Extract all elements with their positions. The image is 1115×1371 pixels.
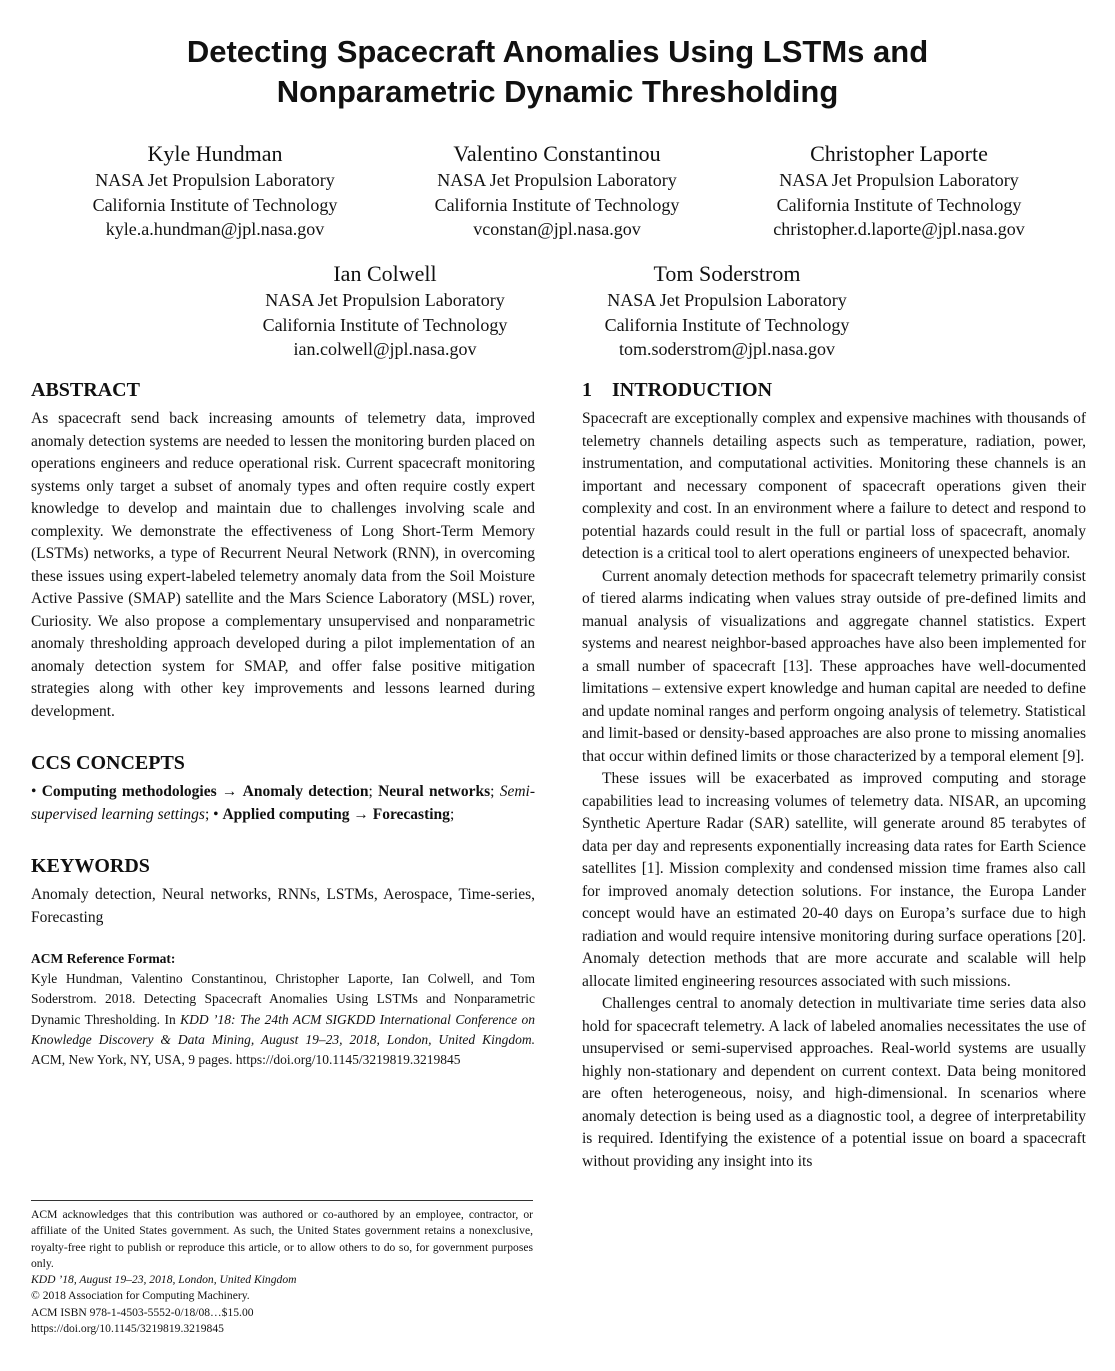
- author-email: vconstan@jpl.nasa.gov: [473, 219, 641, 239]
- reference-venue: KDD ’18: The 24th ACM SIGKDD International Conference on Knowledge Discovery & Data Mining, August 19–23, 2018, London, United Kingdom.: [31, 1011, 535, 1047]
- ccs-concept: Forecasting: [372, 805, 450, 823]
- footnote-isbn: ACM ISBN 978-1-4503-5552-0/18/08…$15.00: [31, 1305, 254, 1319]
- footnote-text: ACM acknowledges that this contribution was authored or co-authored by an employee, contractor, or affiliate of the United States government. As such, the United States government retains a nonexclusive, royalty-free right to publish or reproduce this article, or to allow others to do so, for government purposes only.: [31, 1208, 533, 1270]
- author-name: Valentino Constantinou: [453, 141, 661, 166]
- arrow: →: [349, 805, 373, 823]
- separator: ;: [368, 783, 379, 800]
- author-institution: California Institute of Technology: [434, 194, 680, 215]
- author-institution: California Institute of Technology: [262, 314, 508, 335]
- reference-part: Kyle Hundman, Valentino Constantinou, Christopher Laporte, Ian Colwell, and Tom Soderstrom. 2018. Detecting Spacecraft Anomalies Using LSTMs and Nonparametric Dynamic Thresholding. In: [31, 971, 535, 1027]
- author-name: Christopher Laporte: [810, 141, 988, 166]
- acm-reference-heading: ACM Reference Format:: [31, 951, 176, 966]
- author-email: tom.soderstrom@jpl.nasa.gov: [618, 339, 836, 359]
- author-org: NASA Jet Propulsion Laboratory: [437, 170, 677, 190]
- bullet: •: [31, 783, 42, 800]
- author-institution: California Institute of Technology: [776, 194, 1022, 215]
- intro-paragraph: Spacecraft are exceptionally complex and expensive machines with thousands of telemetry channels detailing aspects such as temperature, radiation, power, instrumentation, and computational activities. Monitoring these channels is an important and necessary component of spacecraft operations given their complexity and cost. In an environment where a failure to detect and respond to potential hazards could result in the full or partial loss of spacecraft, anomaly detection is a critical tool to alert operations engineers of unexpected behavior.: [582, 410, 1086, 562]
- introduction-heading: 1 INTRODUCTION: [582, 379, 773, 401]
- separator: ;: [490, 783, 500, 800]
- separator: ;: [204, 805, 214, 823]
- author-name: Ian Colwell: [333, 261, 437, 286]
- author-email: ian.colwell@jpl.nasa.gov: [293, 339, 477, 359]
- abstract-text: As spacecraft send back increasing amounts of telemetry data, improved anomaly detection systems are needed to lessen the monitoring burden placed on operations engineers and reduce operational risk. Current spacecraft monitoring systems only target a subset of anomaly types and often require costly expert knowledge to develop and maintain due to challenges involving scale and complexity. We demonstrate the effectiveness of Long Short-Term Memory (LSTMs) networks, a type of Recurrent Neural Network (RNN), in overcoming these issues using expert-labeled telemetry anomaly data from the Soil Moisture Active Passive (SMAP) satellite and the Mars Science Laboratory (MSL) rover, Curiosity. We also propose a complementary unsupervised and nonparametric anomaly thresholding approach developed during a pilot implementation of an anomaly detection system for SMAP, and offer false positive mitigation strategies along with other key improvements and lessons learned during development.: [31, 410, 535, 720]
- ccs-concept: Anomaly detection: [242, 783, 369, 800]
- author-email: kyle.a.hundman@jpl.nasa.gov: [105, 219, 325, 239]
- author-institution: California Institute of Technology: [92, 194, 338, 215]
- author-block: [220, 260, 550, 362]
- author-block: [562, 260, 892, 362]
- arrow: →: [216, 783, 243, 800]
- author-org: NASA Jet Propulsion Laboratory: [265, 290, 505, 310]
- keywords-heading: KEYWORDS: [31, 855, 150, 877]
- ccs-concept: Computing methodologies: [41, 783, 217, 800]
- title-line-1: Detecting Spacecraft Anomalies Using LSTMs and: [186, 34, 929, 69]
- bullet: •: [213, 805, 223, 823]
- copyright-footnote: [31, 1200, 533, 1337]
- footnote-doi: https://doi.org/10.1145/3219819.3219845: [31, 1322, 224, 1336]
- ccs-concept: Applied computing: [222, 805, 350, 823]
- abstract-heading: ABSTRACT: [31, 379, 140, 401]
- ccs-heading: CCS CONCEPTS: [31, 752, 185, 774]
- paper-title: [0, 32, 1115, 112]
- title-line-2: Nonparametric Dynamic Thresholding: [276, 74, 839, 109]
- author-org: NASA Jet Propulsion Laboratory: [607, 290, 847, 310]
- keywords-text: Anomaly detection, Neural networks, RNNs, LSTMs, Aerospace, Time-series, Forecasting: [31, 886, 535, 926]
- intro-paragraph: These issues will be exacerbated as improved computing and storage capabilities lead to increasing volumes of telemetry data. NISAR, an upcoming Synthetic Aperture Radar (SAR) satellite, will generate around 85 terabytes of data per day and represents exponentially increasing data rates for Earth Science satellites [1]. Mission complexity and condensed mission time frames also call for improved anomaly detection solutions. For instance, the Europa Lander concept would have an estimated 20-40 days on Europa’s surface due to high radiation and would require intensive monitoring during surface operations [20]. Anomaly detection methods that are more accurate and scalable will help allocate limited engineering resources associated with such missions.: [582, 770, 1086, 990]
- left-column: [31, 376, 535, 1070]
- author-block: [734, 140, 1064, 242]
- separator: ;: [449, 805, 455, 823]
- footnote-copyright: © 2018 Association for Computing Machinery.: [31, 1289, 250, 1303]
- author-block: [392, 140, 722, 242]
- footnote-venue: KDD ’18, August 19–23, 2018, London, United Kingdom: [31, 1273, 297, 1287]
- ccs-concept: Semi-supervised learning settings: [31, 783, 535, 823]
- author-org: NASA Jet Propulsion Laboratory: [95, 170, 335, 190]
- author-email: christopher.d.laporte@jpl.nasa.gov: [773, 219, 1025, 239]
- reference-part: ACM, New York, NY, USA, 9 pages. https://doi.org/10.1145/3219819.3219845: [31, 1052, 461, 1068]
- author-name: Tom Soderstrom: [653, 261, 801, 286]
- acm-reference-text: [31, 969, 535, 1070]
- ccs-concepts: [31, 781, 535, 826]
- right-column: [582, 376, 1086, 1173]
- author-institution: California Institute of Technology: [604, 314, 850, 335]
- author-org: NASA Jet Propulsion Laboratory: [779, 170, 1019, 190]
- intro-paragraph: Challenges central to anomaly detection in multivariate time series data also hold for spacecraft telemetry. A lack of labeled anomalies necessitates the use of unsupervised or semi-supervised approaches. Real-world systems are usually highly non-stationary and dependent on current context. Data being monitored are often heterogeneous, noisy, and high-dimensional. In scenarios where anomaly detection is being used as a diagnostic tool, a degree of interpretability is required. Identifying the existence of a potential issue on board a spacecraft without providing any insight into its: [582, 995, 1086, 1170]
- intro-paragraph: Current anomaly detection methods for spacecraft telemetry primarily consist of tiered alarms indicating when values stray outside of pre-defined limits and manual analysis of visualizations and aggregate channel statistics. Expert systems and nearest neighbor-based approaches have also been implemented for a small number of spacecraft [13]. These approaches have well-documented limitations – extensive expert knowledge and human capital are needed to define and update nominal ranges and perform ongoing analysis of telemetry. Statistical and limit-based or density-based approaches are also prone to missing anomalies that occur within defined limits or those characterized by a temporal element [9].: [582, 567, 1086, 765]
- ccs-concept: Neural networks: [378, 783, 491, 800]
- author-name: Kyle Hundman: [147, 141, 283, 166]
- author-block: [50, 140, 380, 242]
